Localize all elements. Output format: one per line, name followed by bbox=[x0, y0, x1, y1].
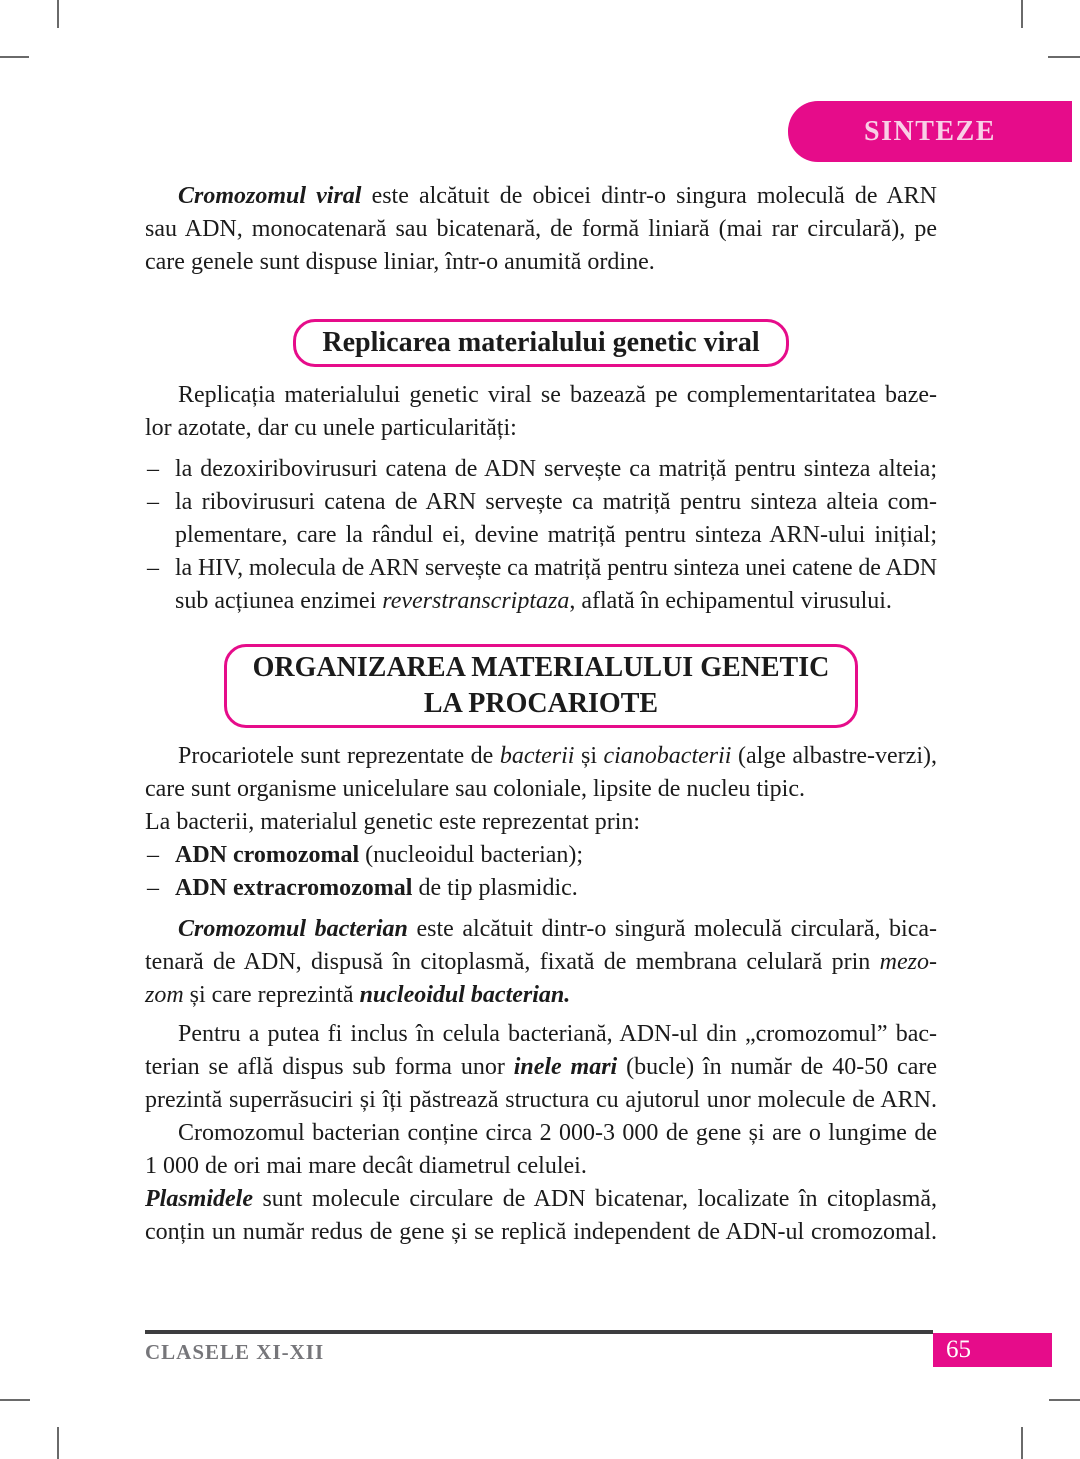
text-line: care genele sunt dispuse liniar, într-o anumită ordine. bbox=[145, 249, 655, 275]
list-item-hiv bbox=[145, 552, 937, 618]
footer-rule bbox=[145, 1330, 933, 1334]
crop-mark-top-right-vertical bbox=[1021, 0, 1023, 28]
text-line: terian se află dispus sub forma unor inele mari (bucle) în număr de 40-50 care bbox=[145, 1054, 938, 1080]
crop-mark-bottom-right-vertical bbox=[1021, 1427, 1023, 1459]
list-item-adn-extracromozomal bbox=[145, 872, 937, 905]
list-item-dezoxiribovirusuri bbox=[145, 453, 937, 486]
text-line: la ribovirusuri catena de ARN servește ca matriță pentru sinteza alteia com- bbox=[175, 489, 937, 515]
text-line: Cromozomul bacterian conține circa 2 000-3 000 de gene și are o lungime de bbox=[178, 1120, 937, 1146]
text-line: tenară de ADN, dispusă în citoplasmă, fixată de membrana celulară prin mezo- bbox=[145, 949, 937, 975]
crop-mark-top-left-horizontal bbox=[0, 56, 29, 58]
para-procariotele bbox=[145, 740, 937, 839]
page-number-box bbox=[933, 1333, 1052, 1367]
text-line: Procariotele sunt reprezentate de bacterii și cianobacterii (alge albastre-verzi), bbox=[178, 743, 937, 769]
list-dash: – bbox=[147, 555, 159, 581]
crop-mark-top-right-horizontal bbox=[1048, 56, 1080, 58]
list-dash: – bbox=[147, 875, 159, 901]
crop-mark-top-left-vertical bbox=[57, 0, 59, 28]
list-dash: – bbox=[147, 489, 159, 515]
text-line: prezintă superrăsuciri și îți păstrează structura cu ajutorul unor molecule de ARN. bbox=[145, 1087, 937, 1113]
text-line: zom și care reprezintă nucleoidul bacterian. bbox=[145, 982, 571, 1008]
list-item-ribovirusuri bbox=[145, 486, 937, 552]
para-cromozomul-bacterian bbox=[145, 913, 937, 1012]
text-line: Cromozomul viral este alcătuit de obicei dintr-o singura moleculă de ARN bbox=[178, 183, 937, 209]
text-line: sau ADN, monocatenară sau bicatenară, de formă liniară (mai rar circulară), pe bbox=[145, 216, 937, 242]
sinteze-badge bbox=[788, 101, 1072, 162]
text-line: lor azotate, dar cu unele particularități: bbox=[145, 415, 517, 441]
text-line: Replicația materialului genetic viral se bazează pe complementaritatea baze- bbox=[178, 382, 937, 408]
text-line: la HIV, molecula de ARN servește ca matriță pentru sinteza unei catene de ADN bbox=[175, 555, 937, 581]
para-plasmidele bbox=[145, 1183, 937, 1249]
text-line: care sunt organisme unicelulare sau coloniale, lipsite de nucleu tipic. bbox=[145, 776, 805, 802]
list-item-adn-cromozomal bbox=[145, 839, 937, 872]
text-line: conțin un număr redus de gene și se replică independent de ADN-ul cromozomal. bbox=[145, 1219, 937, 1245]
para-gene bbox=[145, 1117, 937, 1183]
page-number: 65 bbox=[946, 1336, 971, 1363]
heading-box-line: Replicarea materialului genetic viral bbox=[322, 327, 760, 358]
sinteze-badge-label: SINTEZE bbox=[864, 115, 996, 147]
para-replicatia bbox=[145, 379, 937, 445]
text-line: sub acțiunea enzimei reverstranscriptaza, aflată în echipamentul virusului. bbox=[175, 588, 892, 614]
crop-mark-bottom-left-horizontal bbox=[0, 1399, 30, 1401]
para-pentru-a-putea bbox=[145, 1018, 937, 1117]
text-line: plementare, care la rândul ei, devine matriță pentru sinteza ARN-ului inițial; bbox=[175, 522, 937, 548]
text-line: ADN extracromozomal de tip plasmidic. bbox=[175, 875, 578, 901]
text-line: Plasmidele sunt molecule circulare de ADN bicatenar, localizate în citoplasmă, bbox=[145, 1186, 937, 1212]
para-cromozomul-viral bbox=[145, 180, 937, 279]
heading-box-line: ORGANIZAREA MATERIALULUI GENETIC bbox=[252, 652, 830, 683]
text-line: ADN cromozomal (nucleoidul bacterian); bbox=[175, 842, 584, 868]
heading-replicarea bbox=[293, 319, 788, 367]
footer-label: CLASELE XI-XII bbox=[145, 1340, 325, 1364]
text-line: la dezoxiribovirusuri catena de ADN servește ca matriță pentru sinteza alteia; bbox=[175, 456, 937, 482]
text-line: Pentru a putea fi inclus în celula bacteriană, ADN-ul din „cromozomul” bac- bbox=[178, 1021, 937, 1047]
heading-organizarea bbox=[224, 644, 859, 728]
crop-mark-bottom-right-horizontal bbox=[1049, 1399, 1080, 1401]
text-line: 1 000 de ori mai mare decât diametrul celulei. bbox=[145, 1153, 587, 1179]
crop-mark-bottom-left-vertical bbox=[57, 1427, 59, 1459]
text-line: Cromozomul bacterian este alcătuit dintr-o singură moleculă circulară, bica- bbox=[178, 916, 937, 942]
page-content bbox=[145, 180, 937, 1249]
text-line: La bacterii, materialul genetic este reprezentat prin: bbox=[145, 809, 641, 835]
list-dash: – bbox=[147, 456, 159, 482]
heading-box-line: LA PROCARIOTE bbox=[423, 688, 659, 719]
list-dash: – bbox=[147, 842, 159, 868]
